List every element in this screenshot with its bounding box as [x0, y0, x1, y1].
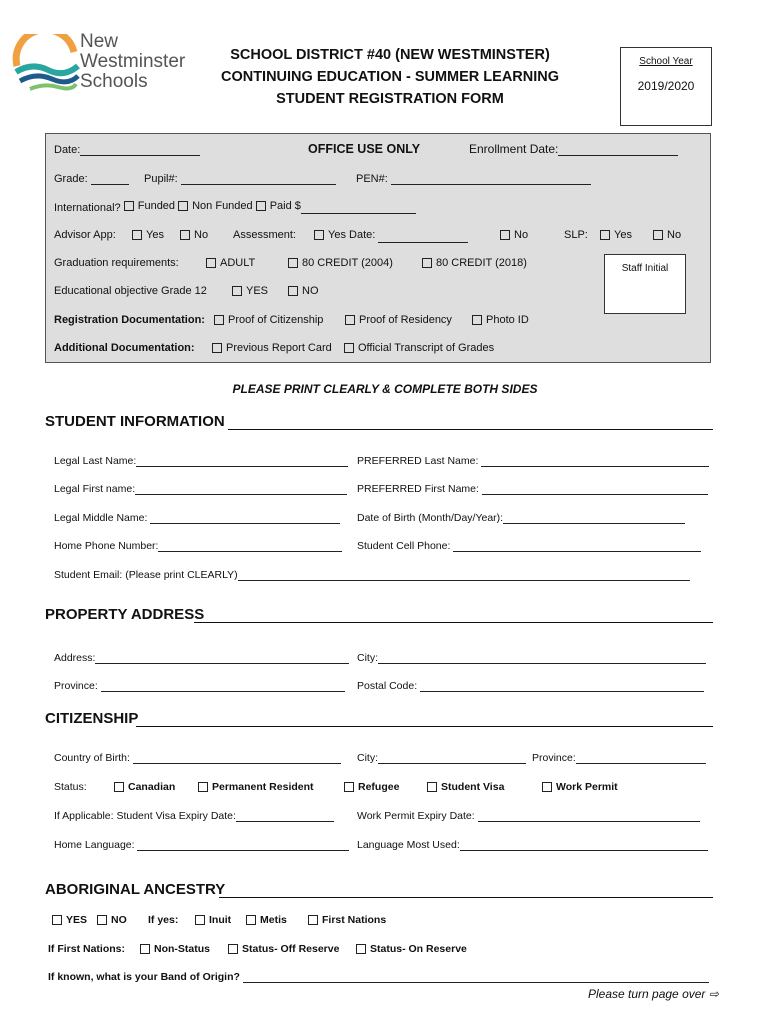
reg-docs-label: Registration Documentation: — [54, 314, 205, 326]
preferred-first-label: PREFERRED First Name: — [357, 483, 479, 495]
home-phone-label: Home Phone Number: — [54, 540, 159, 552]
visa-expiry-label: If Applicable: Student Visa Expiry Date: — [54, 810, 236, 822]
email-label: Student Email: (Please print CLEARLY) — [54, 569, 238, 581]
enrollment-date-label: Enrollment Date: — [469, 142, 559, 156]
home-phone-field[interactable] — [158, 540, 342, 552]
additional-docs-label: Additional Documentation: — [54, 342, 195, 354]
student-info-title: STUDENT INFORMATION — [45, 413, 225, 430]
cell-phone-field[interactable] — [453, 540, 701, 552]
aboriginal-rule — [219, 897, 713, 898]
legal-first-field[interactable] — [135, 483, 347, 495]
office-use-title: OFFICE USE ONLY — [308, 142, 421, 156]
refugee-checkbox[interactable]: Refugee — [344, 781, 399, 793]
birth-province-field[interactable] — [576, 752, 706, 764]
logo-line-2: Westminster — [80, 51, 186, 72]
non-status-checkbox[interactable]: Non-Status — [140, 943, 210, 955]
assessment-no-checkbox[interactable]: No — [500, 229, 528, 241]
permit-expiry-label: Work Permit Expiry Date: — [357, 810, 475, 822]
prev-report-checkbox[interactable]: Previous Report Card — [212, 342, 332, 354]
credit-2018-checkbox[interactable]: 80 CREDIT (2018) — [422, 257, 527, 269]
province-field[interactable] — [101, 680, 345, 692]
status-label: Status: — [54, 781, 87, 793]
email-field[interactable] — [238, 569, 690, 581]
address-label: Address: — [54, 652, 96, 664]
permit-expiry-field[interactable] — [478, 810, 700, 822]
assessment-label: Assessment: — [233, 229, 296, 241]
country-birth-field[interactable] — [133, 752, 341, 764]
paid-checkbox[interactable]: Paid $ — [256, 200, 301, 212]
international-label: International? — [54, 202, 121, 214]
citizenship-title: CITIZENSHIP — [45, 710, 139, 727]
student-info-rule — [228, 429, 713, 430]
advisor-no-checkbox[interactable]: No — [180, 229, 208, 241]
preferred-last-label: PREFERRED Last Name: — [357, 455, 479, 467]
home-language-label: Home Language: — [54, 839, 135, 851]
non-funded-checkbox[interactable]: Non Funded — [178, 200, 253, 212]
permanent-resident-checkbox[interactable]: Permanent Resident — [198, 781, 314, 793]
legal-last-label: Legal Last Name: — [54, 455, 137, 467]
title-line-3: STUDENT REGISTRATION FORM — [276, 91, 504, 107]
birth-province-label: Province: — [532, 752, 576, 764]
staff-initial-label: Staff Initial — [621, 263, 669, 274]
status-on-reserve-checkbox[interactable]: Status- On Reserve — [356, 943, 467, 955]
cell-phone-label: Student Cell Phone: — [357, 540, 451, 552]
school-year-value: 2019/2020 — [637, 79, 695, 93]
form-title — [200, 44, 580, 110]
title-line-2: CONTINUING EDUCATION - SUMMER LEARNING — [220, 69, 560, 85]
property-rule — [194, 622, 713, 623]
band-origin-field[interactable] — [243, 971, 709, 983]
postal-field[interactable] — [420, 680, 704, 692]
assessment-yes-checkbox[interactable]: Yes Date: — [314, 229, 375, 241]
logo — [12, 32, 202, 96]
language-most-label: Language Most Used: — [357, 839, 460, 851]
home-language-field[interactable] — [137, 839, 349, 851]
print-clearly-notice: PLEASE PRINT CLEARLY & COMPLETE BOTH SIDES — [232, 382, 538, 396]
advisor-yes-checkbox[interactable]: Yes — [132, 229, 164, 241]
staff-initial-box[interactable] — [604, 254, 686, 314]
funded-checkbox[interactable]: Funded — [124, 200, 175, 212]
dob-field[interactable] — [503, 512, 685, 524]
office-date-label: Date: — [54, 144, 81, 156]
country-birth-label: Country of Birth: — [54, 752, 130, 764]
paid-amount-field[interactable] — [301, 202, 416, 214]
language-most-field[interactable] — [460, 839, 708, 851]
first-nations-checkbox[interactable]: First Nations — [308, 914, 386, 926]
canadian-checkbox[interactable]: Canadian — [114, 781, 175, 793]
logo-mark-icon — [12, 34, 82, 94]
objective-no-checkbox[interactable]: NO — [288, 285, 319, 297]
city-field[interactable] — [378, 652, 706, 664]
official-transcript-checkbox[interactable]: Official Transcript of Grades — [344, 342, 494, 354]
birth-city-label: City: — [357, 752, 378, 764]
assessment-date-field[interactable] — [378, 231, 468, 243]
if-first-nations-label: If First Nations: — [48, 943, 126, 955]
preferred-last-field[interactable] — [481, 455, 709, 467]
proof-residency-checkbox[interactable]: Proof of Residency — [345, 314, 452, 326]
adult-checkbox[interactable]: ADULT — [206, 257, 255, 269]
preferred-first-field[interactable] — [482, 483, 708, 495]
photo-id-checkbox[interactable]: Photo ID — [472, 314, 529, 326]
city-label: City: — [357, 652, 378, 664]
legal-middle-label: Legal Middle Name: — [54, 512, 148, 524]
objective-yes-checkbox[interactable]: YES — [232, 285, 268, 297]
birth-city-field[interactable] — [378, 752, 526, 764]
logo-line-3: Schools — [80, 71, 148, 92]
if-yes-label: If yes: — [148, 914, 179, 926]
turn-page-text: Please turn page over — [588, 987, 706, 1001]
arrow-right-icon: ⇨ — [708, 987, 719, 1001]
logo-line-1: New — [80, 31, 119, 52]
status-off-reserve-checkbox[interactable]: Status- Off Reserve — [228, 943, 339, 955]
address-field[interactable] — [95, 652, 349, 664]
pen-label: PEN#: — [356, 173, 388, 185]
slp-no-checkbox[interactable]: No — [653, 229, 681, 241]
citizenship-rule — [136, 726, 713, 727]
student-visa-checkbox[interactable]: Student Visa — [427, 781, 504, 793]
grad-req-label: Graduation requirements: — [54, 257, 179, 269]
enrollment-date-field[interactable] — [558, 144, 678, 156]
aboriginal-yes-checkbox[interactable]: YES — [52, 914, 87, 926]
legal-last-field[interactable] — [136, 455, 348, 467]
metis-checkbox[interactable]: Metis — [246, 914, 287, 926]
aboriginal-no-checkbox[interactable]: NO — [97, 914, 127, 926]
work-permit-checkbox[interactable]: Work Permit — [542, 781, 618, 793]
title-line-1: SCHOOL DISTRICT #40 (NEW WESTMINSTER) — [230, 47, 550, 63]
pen-field[interactable] — [391, 173, 591, 185]
office-date-field[interactable] — [80, 144, 200, 156]
legal-middle-field[interactable] — [150, 512, 340, 524]
slp-label: SLP: — [564, 229, 588, 241]
slp-yes-checkbox[interactable]: Yes — [600, 229, 632, 241]
dob-label: Date of Birth (Month/Day/Year): — [357, 512, 504, 524]
school-year-label: School Year — [639, 56, 693, 67]
band-origin-label: If known, what is your Band of Origin? — [48, 971, 240, 983]
legal-first-label: Legal First name: — [54, 483, 136, 495]
province-label: Province: — [54, 680, 98, 692]
office-use-panel — [45, 133, 711, 363]
credit-2004-checkbox[interactable]: 80 CREDIT (2004) — [288, 257, 393, 269]
pupil-label: Pupil#: — [144, 173, 178, 185]
property-title: PROPERTY ADDRESS — [45, 606, 205, 623]
postal-label: Postal Code: — [357, 680, 418, 692]
grade-label: Grade: — [54, 173, 88, 185]
proof-citizenship-checkbox[interactable]: Proof of Citizenship — [214, 314, 323, 326]
edu-objective-label: Educational objective Grade 12 — [54, 285, 207, 297]
school-year-box — [620, 47, 712, 126]
pupil-field[interactable] — [181, 173, 336, 185]
inuit-checkbox[interactable]: Inuit — [195, 914, 231, 926]
aboriginal-title: ABORIGINAL ANCESTRY — [45, 881, 226, 898]
grade-field[interactable] — [91, 173, 129, 185]
advisor-app-label: Advisor App: — [54, 229, 116, 241]
visa-expiry-field[interactable] — [236, 810, 334, 822]
